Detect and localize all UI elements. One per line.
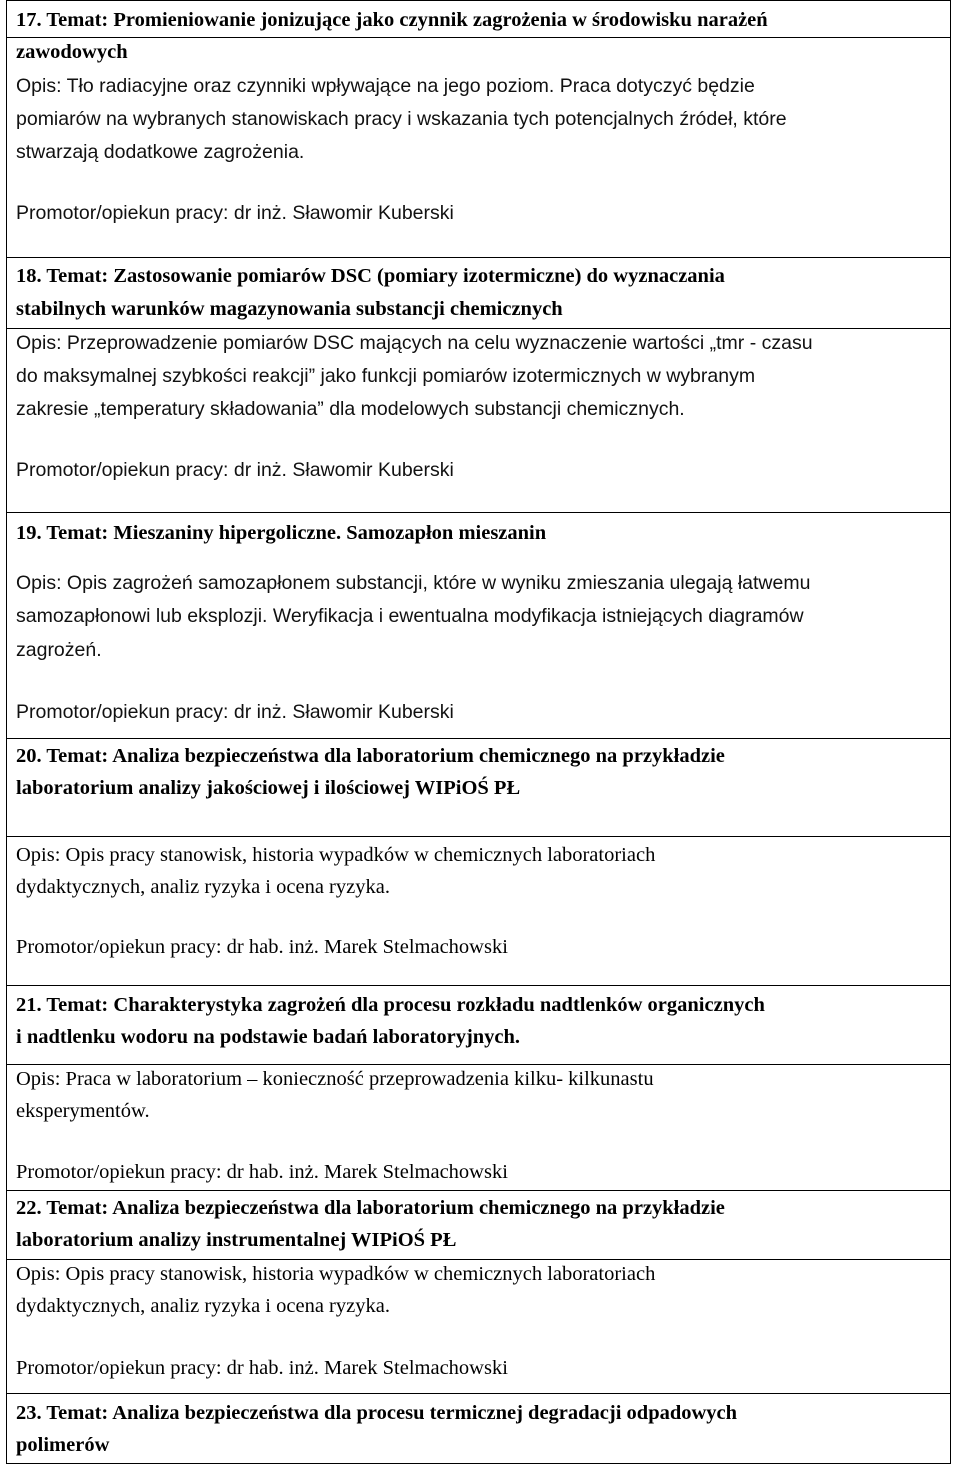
- topic-22-title-line-1: [16, 1196, 725, 1220]
- topic-number: 22.: [16, 1197, 42, 1219]
- topic-number: 17.: [16, 9, 42, 31]
- row-divider: [6, 257, 951, 258]
- row-divider: [6, 985, 951, 986]
- topic-title: Temat: Promieniowanie jonizujące jako czynnik zagrożenia w środowisku narażeń: [46, 9, 768, 31]
- topic-19-promotor: Promotor/opiekun pracy: dr inż. Sławomir Kuberski: [16, 701, 454, 723]
- topic-number: 19.: [16, 522, 42, 544]
- topic-19-description-line-1: Opis: Opis zagrożeń samozapłonem substancji, które w wyniku zmieszania ulegają łatwemu: [16, 572, 811, 594]
- topic-22-promotor: Promotor/opiekun pracy: dr hab. inż. Marek Stelmachowski: [16, 1357, 508, 1379]
- topic-20-title-line-1: [16, 744, 725, 768]
- topic-21-title-line-1: [16, 993, 765, 1017]
- topic-19-description-line-2: samozapłonowi lub eksplozji. Weryfikacja i ewentualna modyfikacja istniejących diagramów: [16, 605, 804, 627]
- topic-18-description-line-3: zakresie „temperatury składowania” dla modelowych substancji chemicznych.: [16, 398, 685, 420]
- topic-20-promotor: Promotor/opiekun pracy: dr hab. inż. Marek Stelmachowski: [16, 936, 508, 958]
- topic-22-title-line-2: laboratorium analizy instrumentalnej WIPiOŚ PŁ: [16, 1229, 457, 1251]
- row-divider: [6, 738, 951, 739]
- topic-number: 23.: [16, 1402, 42, 1424]
- topic-18-title-line-1: [16, 264, 725, 288]
- topic-17-title-line-2: zawodowych: [16, 41, 128, 63]
- row-divider: [6, 1393, 951, 1394]
- row-divider: [6, 836, 951, 837]
- topic-17-description-line-1: Opis: Tło radiacyjne oraz czynniki wpływające na jego poziom. Praca dotyczyć będzie: [16, 75, 755, 97]
- topic-title: Temat: Analiza bezpieczeństwa dla laboratorium chemicznego na przykładzie: [46, 1197, 725, 1219]
- row-divider: [6, 328, 951, 329]
- topic-20-description-line-1: Opis: Opis pracy stanowisk, historia wypadków w chemicznych laboratoriach: [16, 844, 656, 866]
- topic-18-title-line-2: stabilnych warunków magazynowania substancji chemicznych: [16, 298, 563, 320]
- topic-18-promotor: Promotor/opiekun pracy: dr inż. Sławomir Kuberski: [16, 459, 454, 481]
- topic-title: Temat: Analiza bezpieczeństwa dla laboratorium chemicznego na przykładzie: [46, 745, 725, 767]
- row-divider: [6, 0, 951, 1]
- row-divider: [6, 1190, 951, 1191]
- topic-17-title-line-1: [16, 8, 768, 32]
- row-divider: [6, 512, 951, 513]
- topic-22-description-line-2: dydaktycznych, analiz ryzyka i ocena ryzyka.: [16, 1295, 390, 1317]
- topic-number: 20.: [16, 745, 42, 767]
- topic-20-description-line-2: dydaktycznych, analiz ryzyka i ocena ryzyka.: [16, 876, 390, 898]
- topic-number: 21.: [16, 994, 42, 1016]
- topic-title: Temat: Mieszaniny hipergoliczne. Samozapłon mieszanin: [46, 522, 547, 544]
- topic-23-title-line-2: polimerów: [16, 1434, 110, 1456]
- topic-21-description-line-1: Opis: Praca w laboratorium – konieczność przeprowadzenia kilku- kilkunastu: [16, 1068, 654, 1090]
- topic-title: Temat: Zastosowanie pomiarów DSC (pomiary izotermiczne) do wyznaczania: [46, 265, 725, 287]
- topic-21-title-line-2: i nadtlenku wodoru na podstawie badań laboratoryjnych.: [16, 1026, 521, 1048]
- topic-title: Temat: Charakterystyka zagrożeń dla procesu rozkładu nadtlenków organicznych: [46, 994, 765, 1016]
- topic-17-promotor: Promotor/opiekun pracy: dr inż. Sławomir Kuberski: [16, 202, 454, 224]
- row-divider: [6, 37, 951, 38]
- topic-22-description-line-1: Opis: Opis pracy stanowisk, historia wypadków w chemicznych laboratoriach: [16, 1263, 656, 1285]
- topic-number: 18.: [16, 265, 42, 287]
- topic-title: Temat: Analiza bezpieczeństwa dla procesu termicznej degradacji odpadowych: [46, 1402, 738, 1424]
- topic-17-description-line-2: pomiarów na wybranych stanowiskach pracy i wskazania tych potencjalnych źródeł, które: [16, 108, 787, 130]
- topic-18-description-line-2: do maksymalnej szybkości reakcji” jako funkcji pomiarów izotermicznych w wybranym: [16, 365, 756, 387]
- topic-21-description-line-2: eksperymentów.: [16, 1100, 150, 1122]
- topic-21-promotor: Promotor/opiekun pracy: dr hab. inż. Marek Stelmachowski: [16, 1161, 508, 1183]
- topic-18-description-line-1: Opis: Przeprowadzenie pomiarów DSC mających na celu wyznaczenie wartości „tmr - czasu: [16, 332, 813, 354]
- topic-23-title-line-1: [16, 1401, 737, 1425]
- topic-20-title-line-2: laboratorium analizy jakościowej i ilościowej WIPiOŚ PŁ: [16, 777, 521, 799]
- row-divider: [6, 1064, 951, 1065]
- topic-17-description-line-3: stwarzają dodatkowe zagrożenia.: [16, 141, 305, 163]
- topic-19-title-line-1: [16, 521, 546, 545]
- row-divider: [6, 1259, 951, 1260]
- topic-19-description-line-3: zagrożeń.: [16, 639, 102, 661]
